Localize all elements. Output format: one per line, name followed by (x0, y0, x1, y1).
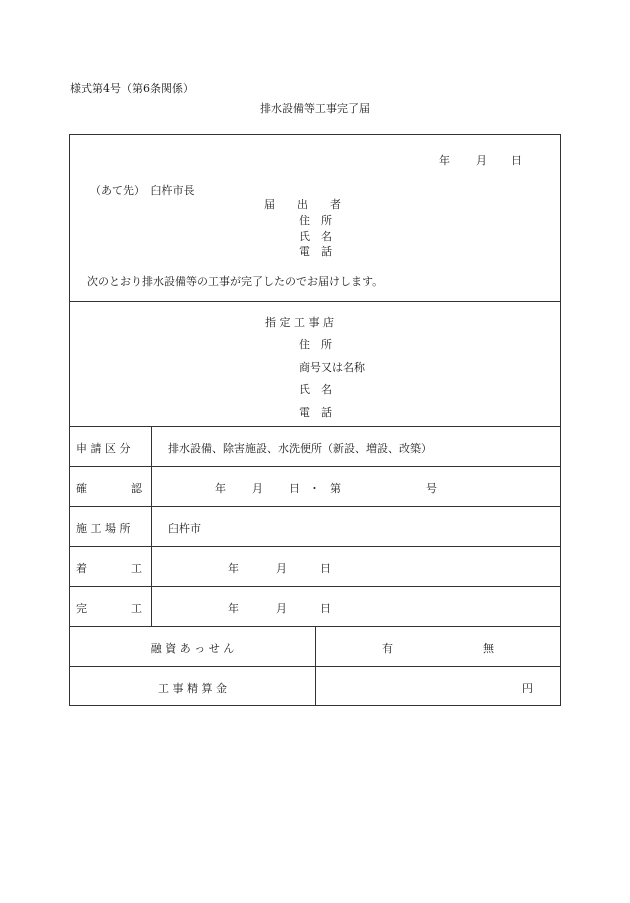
contractor-phone-label: 電 話 (299, 406, 332, 419)
applicant-heading: 届 出 者 (264, 198, 341, 211)
addressee: （あて先） 臼杵市長 (90, 184, 195, 197)
divider (70, 466, 560, 467)
date-year-label: 年 (439, 154, 450, 167)
confirmation-separator: ・ (309, 482, 320, 495)
application-type-label: 申 請 区 分 (76, 442, 131, 455)
loan-yes-option[interactable]: 有 (382, 642, 393, 655)
finish-month: 月 (276, 602, 287, 615)
confirmation-label: 確 認 (76, 482, 142, 495)
contractor-trade-name-label: 商号又は名称 (299, 361, 365, 374)
date-day-label: 日 (511, 154, 522, 167)
column-divider (151, 426, 152, 626)
confirmation-number-prefix: 第 (330, 482, 341, 495)
form-table (69, 134, 561, 706)
applicant-phone-label: 電 話 (299, 245, 332, 258)
finish-day: 日 (320, 602, 331, 615)
confirmation-month: 月 (252, 482, 263, 495)
finish-year: 年 (228, 602, 239, 615)
divider (70, 301, 560, 302)
construction-site-value: 臼杵市 (168, 522, 201, 535)
contractor-name-label: 氏 名 (299, 383, 332, 396)
construction-cost-label: 工 事 精 算 金 (158, 682, 227, 695)
contractor-heading: 指 定 工 事 店 (265, 316, 334, 329)
confirmation-number-suffix: 号 (426, 482, 437, 495)
application-type-value: 排水設備、除害施設、水洗便所（新設、増設、改築） (168, 442, 432, 455)
loan-no-option[interactable]: 無 (483, 642, 494, 655)
confirmation-year: 年 (215, 482, 226, 495)
finish-label: 完 工 (76, 602, 142, 615)
confirmation-day: 日 (289, 482, 300, 495)
divider (70, 426, 560, 427)
document-title: 排水設備等工事完了届 (260, 102, 370, 115)
applicant-name-label: 氏 名 (299, 230, 332, 243)
loan-mediation-label: 融 資 あ っ せ ん (150, 642, 235, 655)
construction-site-label: 施 工 場 所 (76, 522, 131, 535)
start-label: 着 工 (76, 562, 142, 575)
completion-statement: 次のとおり排水設備等の工事が完了したのでお届けします。 (87, 275, 384, 288)
form-number-label: 様式第4号（第6条関係） (70, 82, 194, 95)
divider (70, 586, 560, 587)
divider (70, 506, 560, 507)
contractor-address-label: 住 所 (299, 338, 332, 351)
start-year: 年 (228, 562, 239, 575)
applicant-address-label: 住 所 (299, 214, 332, 227)
start-month: 月 (276, 562, 287, 575)
construction-cost-unit: 円 (522, 682, 533, 695)
column-divider (315, 626, 316, 705)
divider (70, 546, 560, 547)
date-month-label: 月 (476, 154, 487, 167)
start-day: 日 (320, 562, 331, 575)
